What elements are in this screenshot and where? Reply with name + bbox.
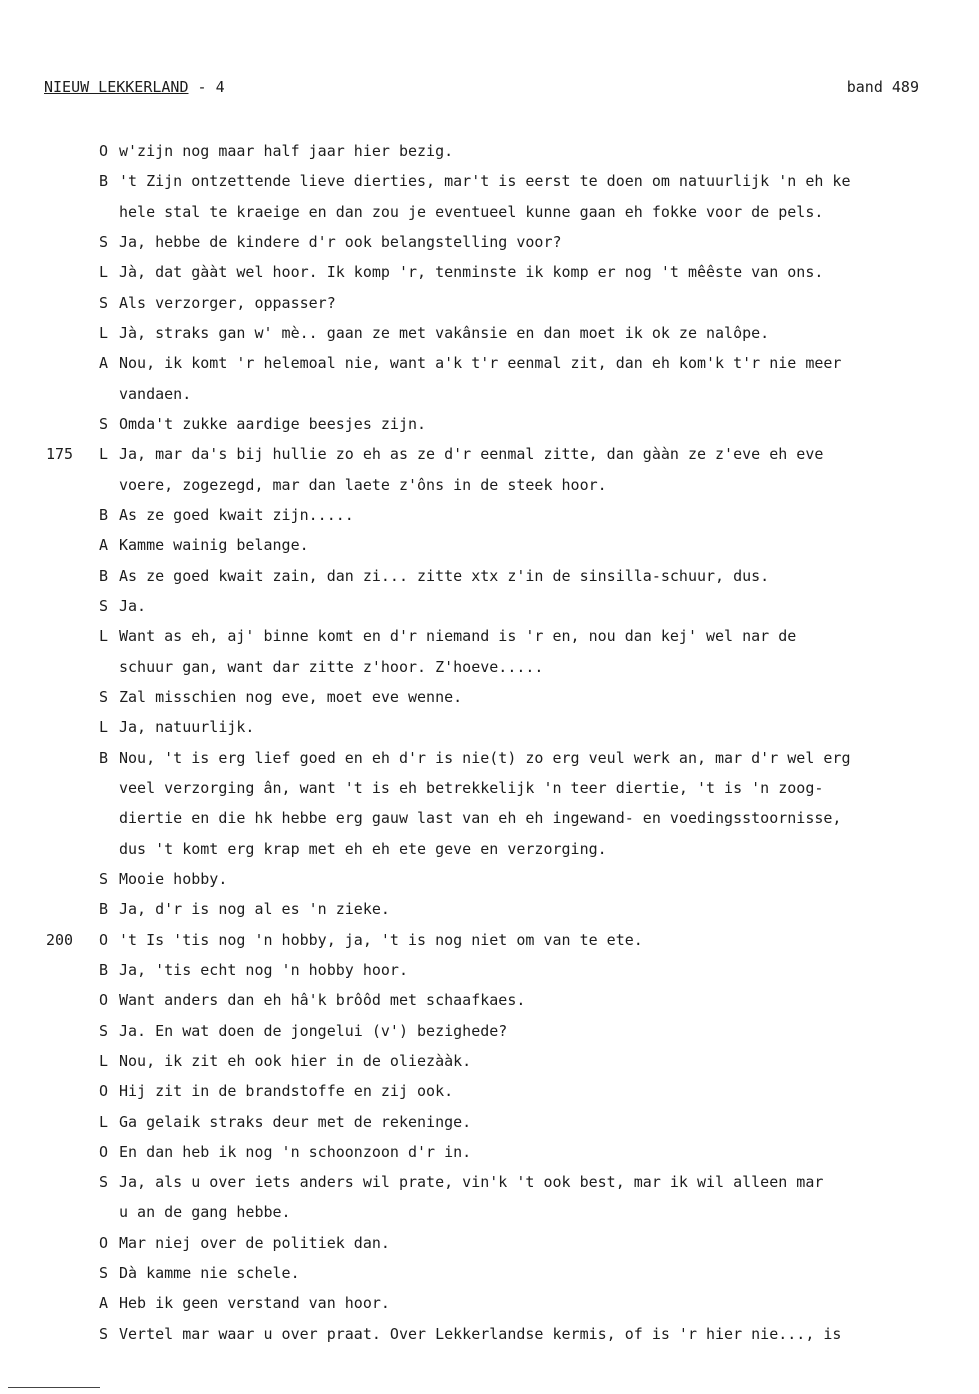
page-header [44, 78, 919, 100]
utterance-text: Ja, als u over iets anders wil prate, vin'k 't ook best, mar ik wil alleen mar [119, 1173, 824, 1192]
utterance-text: Heb ik geen verstand van hoor. [119, 1294, 390, 1313]
speaker-code: B [99, 960, 109, 979]
utterance-text: Want anders dan eh hâ'k brôôd met schaafkaes. [119, 991, 526, 1010]
utterance-text: Nou, 't is erg lief goed en eh d'r is nie(t) zo erg veul werk an, mar d'r wel erg [119, 748, 851, 767]
speaker-code: A [99, 536, 109, 555]
transcript-line [0, 166, 979, 196]
speaker-code: S [99, 1264, 109, 1283]
speaker-code: B [99, 900, 109, 919]
speaker-code: L [99, 718, 109, 737]
transcript-line [0, 621, 979, 651]
speaker-code: A [99, 1294, 109, 1313]
transcript-line [0, 197, 979, 227]
utterance-text: Hij zit in de brandstoffe en zij ook. [119, 1082, 454, 1101]
line-number: 175 [46, 445, 74, 464]
utterance-text: diertie en die hk hebbe erg gauw last van eh eh ingewand- en voedingsstoornisse, [119, 809, 842, 828]
transcript-line [0, 591, 979, 621]
utterance-text: Zal misschien nog eve, moet eve wenne. [119, 687, 463, 706]
utterance-text: Ga gelaik straks deur met de rekeninge. [119, 1112, 472, 1131]
transcript-line [0, 955, 979, 985]
speaker-code: O [99, 991, 109, 1010]
transcript-line [0, 1076, 979, 1106]
speaker-code: B [99, 566, 109, 585]
utterance-text: Ja, natuurlijk. [119, 718, 255, 737]
utterance-text: Jà, dat gààt wel hoor. Ik komp 'r, tenminste ik komp er nog 't mêêste van ons. [119, 263, 824, 282]
utterance-text: Ja, hebbe de kindere d'r ook belangstelling voor? [119, 232, 562, 251]
utterance-text: u an de gang hebbe. [119, 1203, 291, 1222]
transcript-line [0, 257, 979, 287]
utterance-text: Ja, mar da's bij hullie zo eh as ze d'r eenmal zitte, dan gààn ze z'eve eh eve [119, 445, 824, 464]
utterance-text: Ja. [119, 596, 147, 615]
utterance-text: Jà, straks gan w' mè.. gaan ze met vakânsie en dan moet ik ok ze nalôpe. [119, 323, 770, 342]
transcript-line [0, 136, 979, 166]
speaker-code: L [99, 1112, 109, 1131]
speaker-code: S [99, 232, 109, 251]
transcript-line [0, 227, 979, 257]
utterance-text: 't Is 'tis nog 'n hobby, ja, 't is nog niet om van te ete. [119, 930, 643, 949]
transcript-line [0, 1319, 979, 1349]
transcript-line [0, 925, 979, 955]
utterance-text: As ze goed kwait zain, dan zi... zitte xtx z'in de sinsilla-schuur, dus. [119, 566, 770, 585]
speaker-code: O [99, 1142, 109, 1161]
speaker-code: L [99, 627, 109, 646]
speaker-code: S [99, 293, 109, 312]
transcript-line [0, 682, 979, 712]
speaker-code: A [99, 354, 109, 373]
speaker-code: L [99, 1051, 109, 1070]
speaker-code: S [99, 1324, 109, 1343]
transcript-line [0, 561, 979, 591]
document-title: NIEUW LEKKERLAND [44, 78, 189, 96]
transcript-line [0, 864, 979, 894]
transcript-line [0, 379, 979, 409]
transcript-line [0, 288, 979, 318]
utterance-text: Kamme wainig belange. [119, 536, 309, 555]
transcript-line [0, 409, 979, 439]
transcript-line [0, 1288, 979, 1318]
transcript-line [0, 348, 979, 378]
line-number: 200 [46, 930, 74, 949]
speaker-code: O [99, 1233, 109, 1252]
transcript-line [0, 1016, 979, 1046]
speaker-code: L [99, 323, 109, 342]
utterance-text: 't Zijn ontzettende lieve dierties, mar't is eerst te doen om natuurlijk 'n eh ke [119, 172, 851, 191]
transcript-line [0, 1258, 979, 1288]
utterance-text: w'zijn nog maar half jaar hier bezig. [119, 142, 454, 160]
utterance-text: Omda't zukke aardige beesjes zijn. [119, 414, 427, 433]
utterance-text: Nou, ik komt 'r helemoal nie, want a'k t'r eenmal zit, dan eh kom'k t'r nie meer [119, 354, 842, 373]
transcript-line [0, 712, 979, 742]
speaker-code: S [99, 596, 109, 615]
transcript-line [0, 318, 979, 348]
footnote-rule [8, 1387, 100, 1388]
transcript-line [0, 1046, 979, 1076]
tape-band-label: band 489 [846, 78, 919, 96]
page-number: - 4 [197, 78, 225, 96]
utterance-text: Ja. En wat doen de jongelui (v') bezighede? [119, 1021, 508, 1040]
speaker-code: B [99, 748, 109, 767]
transcript-body [0, 136, 979, 1349]
utterance-text: Mooie hobby. [119, 869, 228, 888]
transcript-line [0, 1228, 979, 1258]
speaker-code: L [99, 263, 109, 282]
speaker-code: O [99, 142, 109, 160]
transcript-line [0, 1197, 979, 1227]
transcript-line [0, 834, 979, 864]
utterance-text: Ja, d'r is nog al es 'n zieke. [119, 900, 390, 919]
utterance-text: Dà kamme nie schele. [119, 1264, 300, 1283]
speaker-code: L [99, 445, 109, 464]
utterance-text: voere, zogezegd, mar dan laete z'ôns in de steek hoor. [119, 475, 607, 494]
transcript-line [0, 500, 979, 530]
transcript-line [0, 470, 979, 500]
transcript-line [0, 1107, 979, 1137]
utterance-text: Ja, 'tis echt nog 'n hobby hoor. [119, 960, 408, 979]
utterance-text: Vertel mar waar u over praat. Over Lekkerlandse kermis, of is 'r hier nie..., is [119, 1324, 842, 1343]
utterance-text: As ze goed kwait zijn..... [119, 505, 354, 524]
transcript-line [0, 652, 979, 682]
speaker-code: S [99, 1173, 109, 1192]
transcript-line [0, 985, 979, 1015]
transcript-line [0, 894, 979, 924]
speaker-code: S [99, 687, 109, 706]
transcript-line [0, 1137, 979, 1167]
speaker-code: S [99, 414, 109, 433]
transcript-line [0, 743, 979, 773]
utterance-text: En dan heb ik nog 'n schoonzoon d'r in. [119, 1142, 472, 1161]
utterance-text: veel verzorging ân, want 't is eh betrekkelijk 'n teer diertie, 't is 'n zoog- [119, 778, 824, 797]
header-left [44, 78, 225, 96]
transcript-line [0, 803, 979, 833]
utterance-text: hele stal te kraeige en dan zou je eventueel kunne gaan eh fokke voor de pels. [119, 202, 824, 221]
transcript-line [0, 1167, 979, 1197]
speaker-code: O [99, 930, 109, 949]
utterance-text: Want as eh, aj' binne komt en d'r niemand is 'r en, nou dan kej' wel nar de [119, 627, 797, 646]
transcript-line [0, 439, 979, 469]
speaker-code: B [99, 172, 109, 191]
utterance-text: dus 't komt erg krap met eh eh ete geve en verzorging. [119, 839, 607, 858]
transcript-line [0, 530, 979, 560]
utterance-text: Mar niej over de politiek dan. [119, 1233, 390, 1252]
utterance-text: Als verzorger, oppasser? [119, 293, 336, 312]
speaker-code: S [99, 869, 109, 888]
transcript-line [0, 773, 979, 803]
speaker-code: S [99, 1021, 109, 1040]
utterance-text: Nou, ik zit eh ook hier in de oliezààk. [119, 1051, 472, 1070]
speaker-code: O [99, 1082, 109, 1101]
utterance-text: vandaen. [119, 384, 192, 403]
speaker-code: B [99, 505, 109, 524]
utterance-text: schuur gan, want dar zitte z'hoor. Z'hoeve..... [119, 657, 544, 676]
